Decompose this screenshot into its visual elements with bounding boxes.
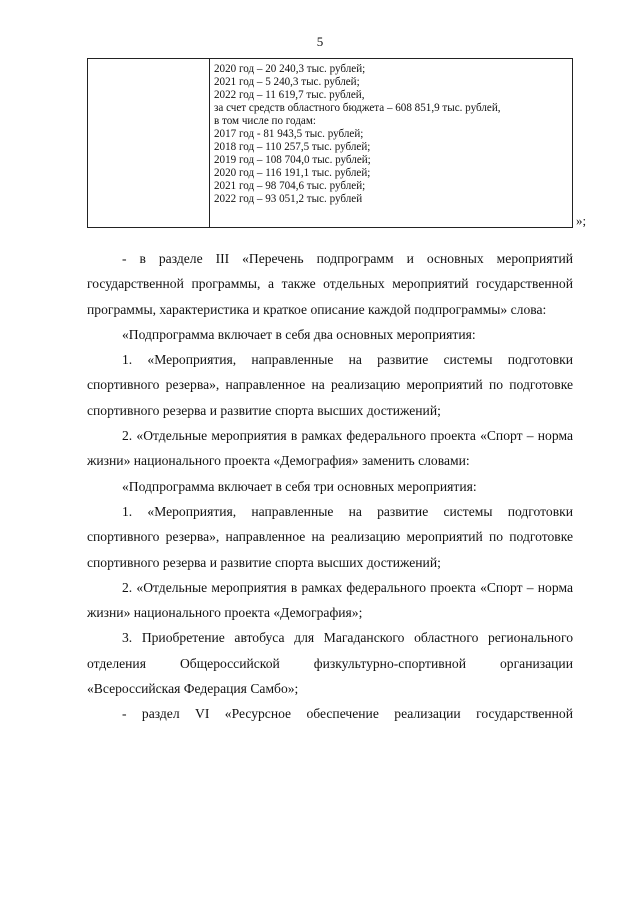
paragraph-section-vi: - раздел VI «Ресурсное обеспечение реализации государственной <box>122 706 573 722</box>
paragraph-old-item-2: 2. «Отдельные мероприятия в рамках федерального проекта «Спорт – норма жизни» национального проекта «Демография» заменить словами: <box>87 428 573 469</box>
paragraph-new-intro: «Подпрограмма включает в себя три основных мероприятия: <box>122 478 477 494</box>
table-line: 2019 год – 108 704,0 тыс. рублей; <box>214 154 371 166</box>
table-line: 2017 год - 81 943,5 тыс. рублей; <box>214 128 364 140</box>
paragraph-section-iii: - в разделе III «Перечень подпрограмм и основных мероприятий государственной программы, а также отдельных мероприятий государственной программы, характеристика и краткое описание каждой подпрограммы» слова: <box>87 251 573 317</box>
page-number: 5 <box>316 34 324 49</box>
table-line: в том числе по годам: <box>214 115 316 127</box>
paragraph-old-item-1: 1. «Мероприятия, направленные на развитие системы подготовки спортивного резерва», направленное на реализацию мероприятий по подготовке спортивного резерва и развитие спорта высших достижений; <box>87 352 573 418</box>
table-column-divider <box>209 59 210 227</box>
table-line: 2020 год – 20 240,3 тыс. рублей; <box>214 63 366 75</box>
paragraph-new-item-2: 2. «Отдельные мероприятия в рамках федерального проекта «Спорт – норма жизни» национального проекта «Демография»; <box>87 579 573 621</box>
table-funding-cell <box>214 63 570 206</box>
document-body <box>87 246 573 727</box>
table-line: 2021 год – 5 240,3 тыс. рублей; <box>214 76 360 88</box>
table-closing-quote: »; <box>576 213 587 228</box>
table-line: 2022 год – 93 051,2 тыс. рублей <box>214 193 363 205</box>
paragraph-new-item-3: 3. Приобретение автобуса для Магаданского областного регионального отделения Общероссийской физкультурно-спортивной организации «Всероссийская Федерация Самбо»; <box>87 630 573 697</box>
table-line: 2018 год – 110 257,5 тыс. рублей; <box>214 141 371 153</box>
table-line: 2021 год – 98 704,6 тыс. рублей; <box>214 180 366 192</box>
table-line: 2022 год – 11 619,7 тыс. рублей, <box>214 89 365 101</box>
table-line: за счет средств областного бюджета – 608 851,9 тыс. рублей, <box>214 102 501 114</box>
budget-table <box>87 58 573 228</box>
paragraph-new-item-1: 1. «Мероприятия, направленные на развитие системы подготовки спортивного резерва», направленное на реализацию мероприятий по подготовке спортивного резерва и развитие спорта высших достижений; <box>87 503 573 570</box>
table-line: 2020 год – 116 191,1 тыс. рублей; <box>214 167 371 179</box>
paragraph-old-intro: «Подпрограмма включает в себя два основных мероприятия: <box>122 326 476 342</box>
